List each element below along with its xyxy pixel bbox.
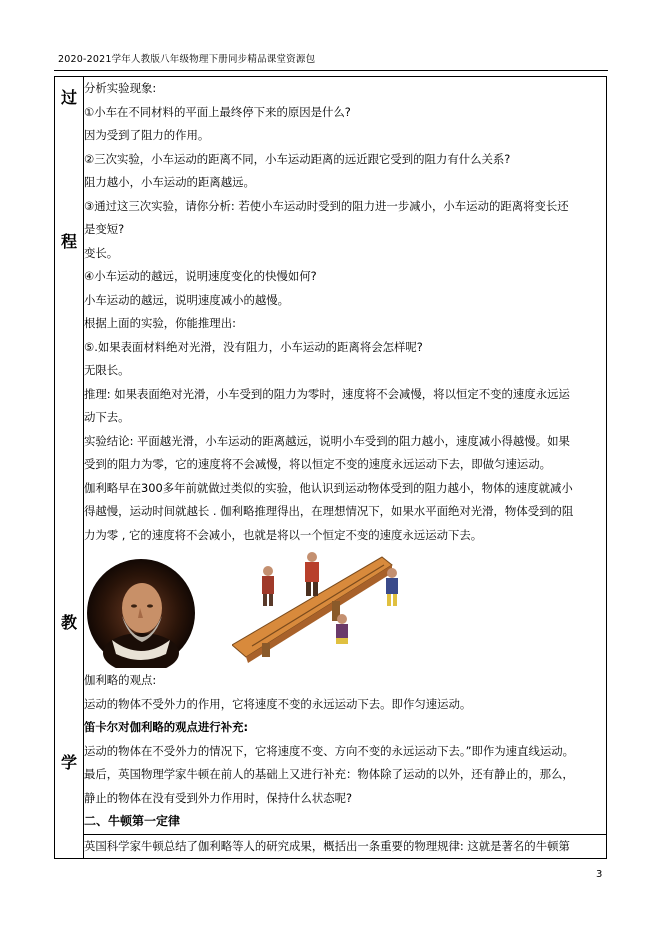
- figure-left: [262, 566, 274, 606]
- side-label-guo: 过: [60, 88, 77, 107]
- text-line: 推理: 如果表面绝对光滑，小车受到的阻力为零时，速度将不会减慢，将以恒定不变的速度永远运: [84, 386, 570, 401]
- text-line: 动下去。: [84, 410, 130, 424]
- text-line: 小车运动的越远，说明速度减小的越慢。: [84, 292, 290, 307]
- text-line: ⑤.如果表面材料绝对光滑，没有阻力，小车运动的距离将会怎样呢?: [84, 339, 423, 354]
- text-line: 得越慢，运动时间就越长 . 伽利略推理得出，在理想情况下，如果水平面绝对光滑，物体受到的阻: [84, 504, 574, 518]
- side-label-jiao: 教: [60, 613, 77, 632]
- text-line: 静止的物体在没有受到外力作用时，保持什么状态呢?: [84, 790, 353, 805]
- figure-right-seated: [336, 614, 348, 644]
- side-label-column: [55, 77, 84, 859]
- text-line: 因为受到了阻力的作用。: [84, 128, 210, 142]
- text-line: 笛卡尔对伽利略的观点进行补充:: [84, 720, 249, 734]
- text-line: 受到的阻力为零，它的速度将不会减慢，将以恒定不变的速度永远运动下去，即做匀速运动。: [84, 457, 552, 471]
- text-line: 无限长。: [84, 363, 130, 377]
- text-line: 根据上面的实验，你能推理出:: [84, 316, 236, 330]
- content-cell: [84, 77, 607, 859]
- side-label-xue: 学: [60, 753, 77, 772]
- text-line: 分析实验现象:: [84, 81, 157, 95]
- header-rule: [54, 70, 608, 71]
- text-line: 运动的物体在不受外力的情况下，它将速度不变、方向不变的永远运动下去。”即作为速直线运动。: [84, 743, 575, 758]
- incline-experiment-illustration: [232, 549, 412, 665]
- text-line: 实验结论: 平面越光滑，小车运动的距离越远，说明小车受到的阻力越小，速度减小得越慢。如果: [84, 433, 570, 448]
- figure-center: [305, 552, 319, 596]
- section-title: 二、牛顿第一定律: [84, 810, 606, 835]
- page-header: 2020-2021学年人教版八年级物理下册同步精品课堂资源包: [58, 54, 316, 65]
- last-line: 英国科学家牛顿总结了伽利略等人的研究成果，概括出一条重要的物理规律: 这就是著名的牛顿第: [84, 838, 570, 853]
- viewpoints-text-block: [84, 669, 606, 810]
- analysis-text-block: [84, 77, 606, 547]
- text-line: ①小车在不同材料的平面上最终停下来的原因是什么?: [84, 104, 351, 119]
- side-label-cheng: 程: [60, 232, 77, 251]
- text-line: ②三次实验，小车运动的距离不同，小车运动距离的远近跟它受到的阻力有什么关系?: [84, 151, 511, 166]
- galileo-portrait: [86, 558, 196, 668]
- text-line: 伽利略的观点:: [84, 673, 157, 687]
- text-line: 是变短?: [84, 222, 125, 236]
- figure-far-right: [386, 568, 398, 606]
- text-line: 伽利略早在300多年前就做过类似的实验，他认识到运动物体受到的阻力越小，物体的速度就减小: [84, 480, 573, 495]
- page-number: 3: [596, 869, 603, 880]
- text-line: 力为零 , 它的速度将不会减小，也就是将以一个恒定不变的速度永远运动下去。: [84, 527, 483, 542]
- illustration-row: [84, 549, 606, 669]
- text-line: 阻力越小，小车运动的距离越远。: [84, 175, 255, 189]
- text-line: ④小车运动的越远，说明速度变化的快慢如何?: [84, 269, 317, 283]
- text-line: 变长。: [84, 245, 119, 260]
- lesson-table: [54, 76, 607, 859]
- text-line: 最后，英国物理学家牛顿在前人的基础上又进行补充：物体除了运动的以外，还有静止的，那么，: [84, 767, 574, 781]
- text-line: ③通过这三次实验，请你分析: 若使小车运动时受到的阻力进一步减小，小车运动的距离将变长还: [84, 198, 569, 213]
- text-line: 运动的物体不受外力的作用，它将速度不变的永远运动下去。即作匀速运动。: [84, 696, 472, 711]
